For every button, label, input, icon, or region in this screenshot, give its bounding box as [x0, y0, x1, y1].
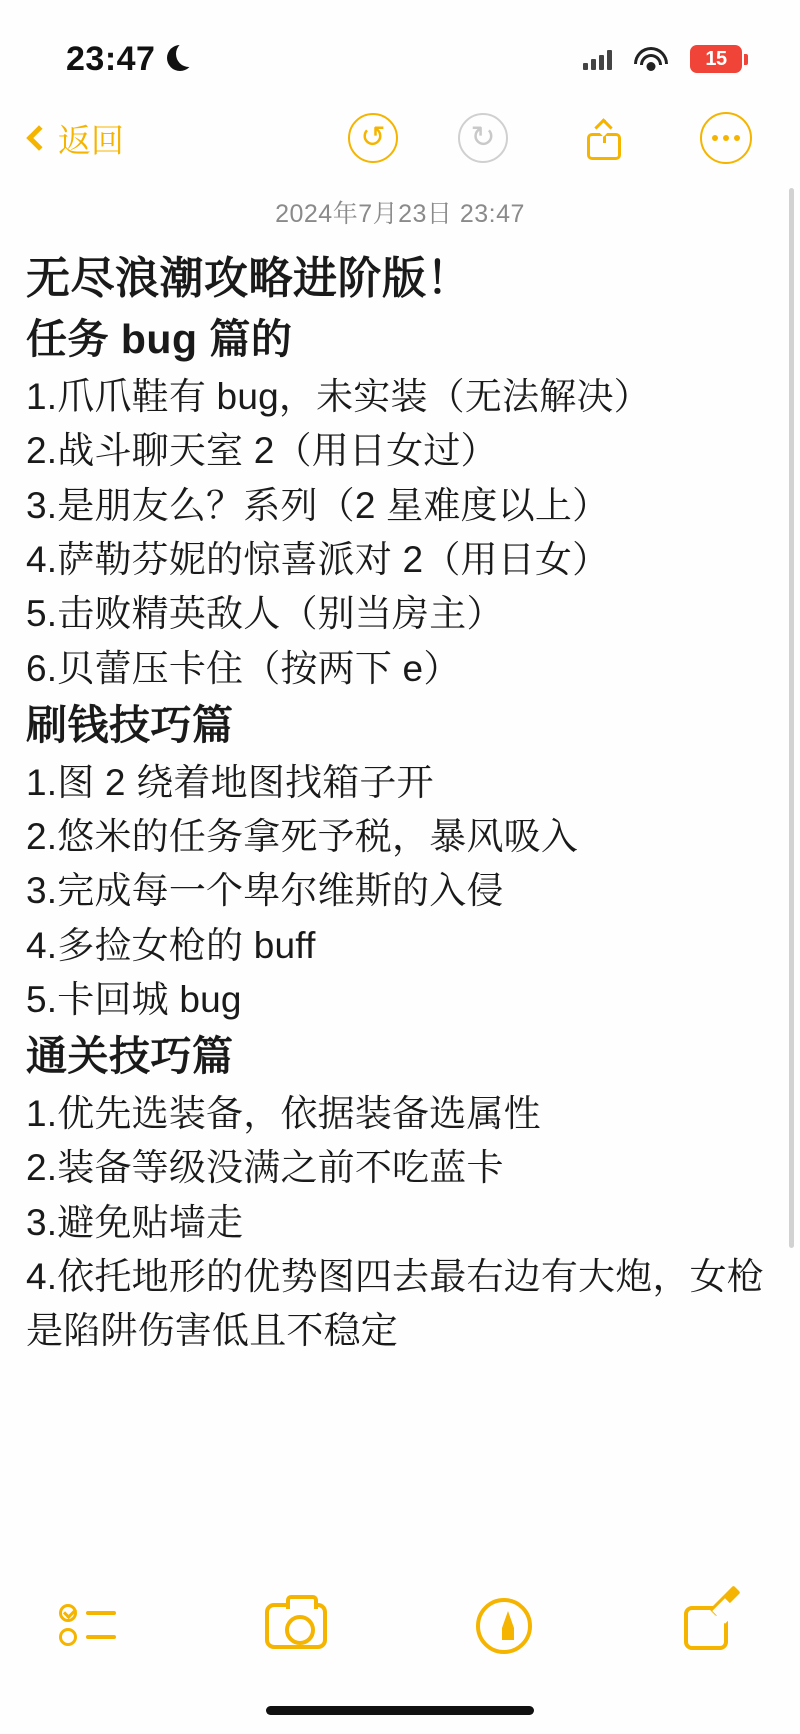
section-heading-3: 通关技巧篇 [26, 1033, 234, 1080]
list-item: 2.悠米的任务拿死予税，暴风吸入 [26, 815, 579, 857]
camera-button[interactable] [260, 1594, 332, 1658]
list-item: 6.贝蕾压卡住（按两下 e） [26, 647, 461, 689]
battery-cap [744, 54, 748, 65]
bottom-toolbar [0, 1566, 800, 1686]
redo-arrow-icon: ↻ [470, 120, 496, 155]
back-button-label: 返回 [58, 121, 124, 159]
home-indicator-area [0, 1686, 800, 1734]
compose-button[interactable] [676, 1594, 748, 1658]
chevron-left-icon [26, 125, 51, 150]
note-title: 无尽浪潮攻略进阶版！ [26, 254, 471, 303]
dot-3 [734, 135, 740, 141]
status-bar-right [583, 45, 748, 73]
checklist-icon [59, 1604, 117, 1648]
cellular-signal-icon [583, 48, 612, 70]
list-item: 4.多捡女枪的 buff [26, 924, 316, 966]
list-item: 3.完成每一个卑尔维斯的入侵 [26, 870, 504, 912]
markup-button[interactable] [468, 1594, 540, 1658]
section-heading-2: 刷钱技巧篇 [26, 702, 234, 749]
wifi-icon [634, 47, 668, 71]
dot-1 [712, 135, 718, 141]
note-content-area[interactable] [0, 180, 800, 1566]
back-button[interactable] [20, 115, 124, 162]
undo-button[interactable] [348, 113, 398, 163]
crescent-moon-icon [167, 45, 195, 73]
list-item: 3.避免贴墙走 [26, 1201, 244, 1243]
vertical-scrollbar[interactable] [789, 188, 794, 1248]
redo-button[interactable] [458, 113, 508, 163]
note-timestamp: 2024年7月23日 23:47 [275, 200, 525, 228]
list-item: 5.卡回城 bug [26, 979, 242, 1021]
list-item: 3.是朋友么？系列（2 星难度以上） [26, 484, 610, 526]
battery-level-label: 15 [690, 45, 742, 73]
more-options-button[interactable] [700, 112, 752, 164]
status-bar-left [66, 40, 195, 79]
list-item: 5.击败精英敌人（别当房主） [26, 593, 504, 635]
nav-actions [348, 106, 752, 170]
share-button[interactable] [568, 106, 640, 170]
status-bar [0, 0, 800, 96]
home-indicator[interactable] [266, 1706, 534, 1715]
camera-icon [265, 1603, 327, 1649]
battery-indicator [690, 45, 748, 73]
undo-arrow-icon: ↺ [360, 120, 386, 155]
markup-pen-icon [476, 1598, 532, 1654]
list-item: 2.战斗聊天室 2（用日女过） [26, 430, 498, 472]
dot-2 [723, 135, 729, 141]
compose-icon [684, 1598, 740, 1654]
list-item: 1.优先选装备，依据装备选属性 [26, 1092, 541, 1134]
status-time: 23:47 [66, 39, 156, 78]
list-item: 2.装备等级没满之前不吃蓝卡 [26, 1147, 504, 1189]
checklist-button[interactable] [52, 1594, 124, 1658]
list-item: 4.萨勒芬妮的惊喜派对 2（用日女） [26, 539, 610, 581]
share-icon [587, 116, 621, 160]
navigation-bar [0, 96, 800, 180]
section-heading-1: 任务 bug 篇的 [26, 316, 293, 363]
list-item: 1.爪爪鞋有 bug，未实装（无法解决） [26, 375, 651, 417]
list-item: 4.依托地形的优势图四去最右边有大炮，女枪是陷阱伤害低且不稳定 [26, 1256, 765, 1352]
list-item: 1.图 2 绕着地图找箱子开 [26, 761, 434, 803]
